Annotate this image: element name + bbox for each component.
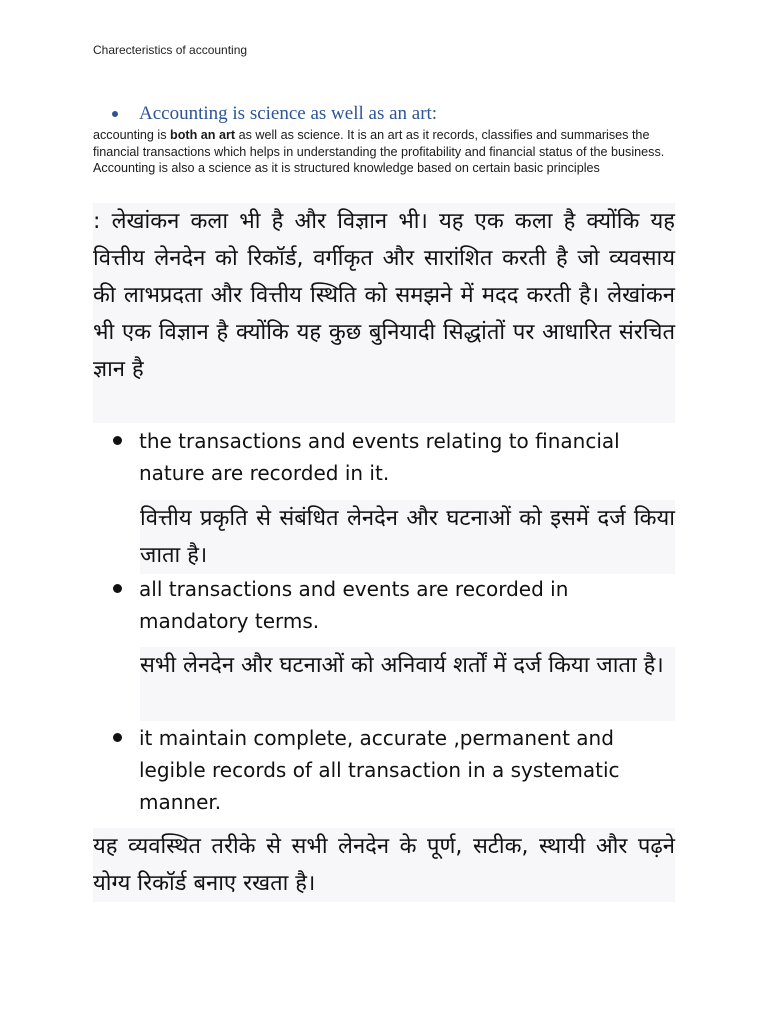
bullet-point-3-text: it maintain complete, accurate ,permanent and legible records of all transaction in a systematic manner. xyxy=(139,726,620,814)
subheading-bullet xyxy=(112,103,437,125)
document-title: Charecteristics of accounting xyxy=(93,43,248,57)
intro-bold: both an art xyxy=(170,128,236,142)
intro-post: as well as science. It is an art as it records, classifies and summarises the financial transactions which helps in understanding the profitability and financial status of the business. Accounting is also a science as it is structured knowledge based on certain basic principles xyxy=(93,128,665,175)
bullet-dot-icon xyxy=(113,436,122,445)
bullet-point-3 xyxy=(113,722,659,818)
bullet-point-2 xyxy=(113,573,659,637)
hindi-translation-1: वित्तीय प्रकृति से संबंधित लेनदेन और घटनाओं को इसमें दर्ज किया जाता है। xyxy=(140,500,675,574)
hindi-intro-paragraph: : लेखांकन कला भी है और विज्ञान भी। यह एक कला है क्योंकि यह वित्तीय लेनदेन को रिकॉर्ड, वर्गीकृत और सारांशित करती है जो व्यवसाय की लाभप्रदता और वित्तीय स्थिति को समझने में मदद करती है। लेखांकन भी एक विज्ञान है क्योंकि यह कुछ बुनियादी सिद्धांतों पर आधारित संरचित ज्ञान है xyxy=(93,203,675,423)
subheading-text: Accounting is science as well as an art: xyxy=(139,103,438,124)
bullet-dot-icon xyxy=(113,584,122,593)
bullet-point-1-text: the transactions and events relating to financial nature are recorded in it. xyxy=(139,429,620,485)
bullet-dot-icon xyxy=(112,111,118,117)
hindi-translation-3: यह व्यवस्थित तरीके से सभी लेनदेन के पूर्ण, सटीक, स्थायी और पढ़ने योग्य रिकॉर्ड बनाए रखता है। xyxy=(93,828,675,902)
bullet-point-1 xyxy=(113,425,659,489)
hindi-translation-2: सभी लेनदेन और घटनाओं को अनिवार्य शर्तों में दर्ज किया जाता है। xyxy=(140,647,675,721)
bullet-dot-icon xyxy=(113,733,122,742)
intro-pre: accounting is xyxy=(93,128,171,142)
intro-paragraph xyxy=(93,127,683,177)
bullet-point-2-text: all transactions and events are recorded in mandatory terms. xyxy=(139,577,569,633)
